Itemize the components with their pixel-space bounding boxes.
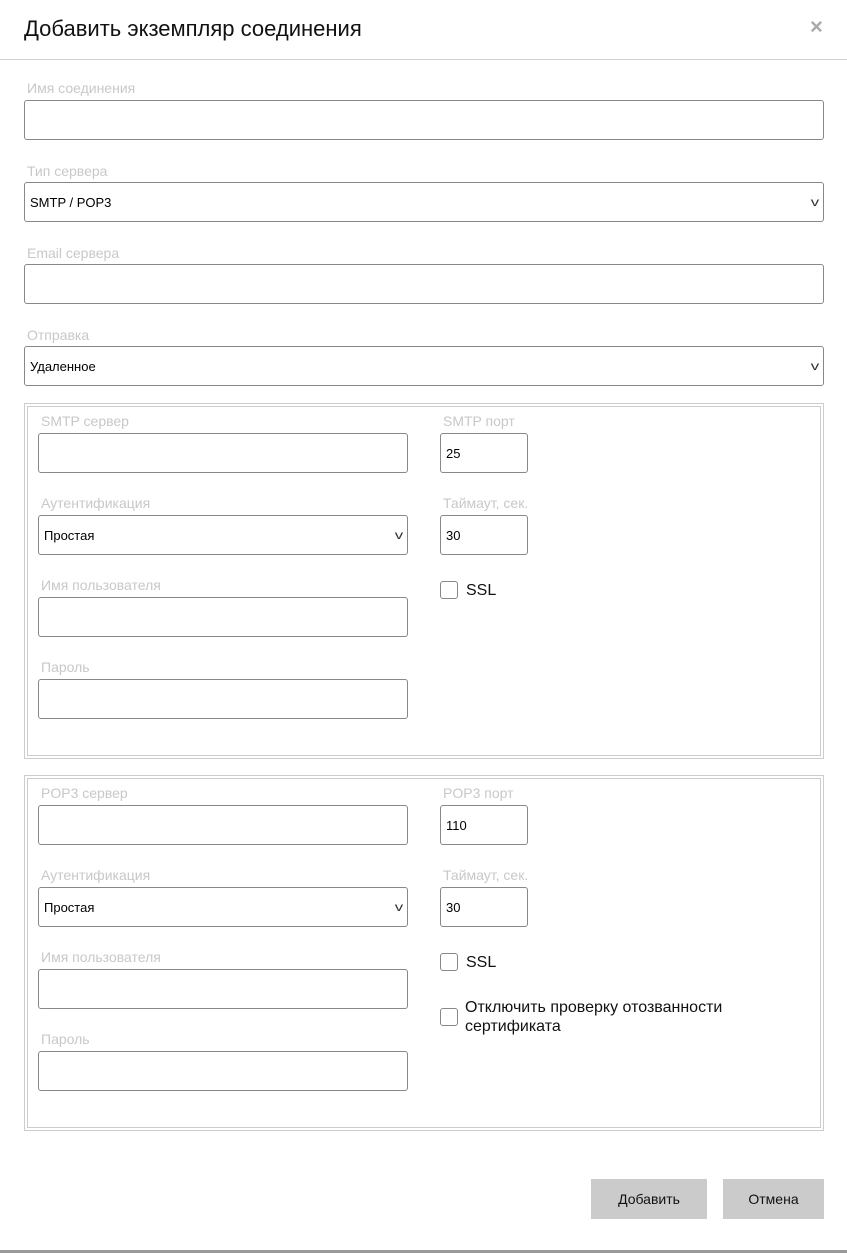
smtp-ssl-checkbox[interactable] [440, 581, 458, 599]
smtp-password-input[interactable] [38, 679, 408, 719]
smtp-auth-label: Аутентификация [41, 495, 151, 511]
cancel-button[interactable]: Отмена [723, 1179, 824, 1219]
sending-value: Удаленное [30, 358, 96, 374]
server-type-label: Тип сервера [27, 163, 108, 179]
pop3-timeout-label: Таймаут, сек. [443, 867, 529, 883]
chevron-down-icon: v [394, 900, 404, 914]
smtp-ssl-label: SSL [466, 582, 497, 599]
server-type-value: SMTP / POP3 [30, 194, 112, 210]
chevron-down-icon: v [810, 195, 820, 209]
server-email-input[interactable] [24, 264, 824, 304]
server-email-label: Email сервера [27, 245, 120, 261]
sending-select[interactable] [24, 346, 824, 386]
pop3-port-label: POP3 порт [443, 785, 514, 801]
pop3-auth-label: Аутентификация [41, 867, 151, 883]
pop3-user-input[interactable] [38, 969, 408, 1009]
smtp-user-input[interactable] [38, 597, 408, 637]
pop3-password-label: Пароль [41, 1031, 90, 1047]
chevron-down-icon: v [810, 359, 820, 373]
sending-label: Отправка [27, 327, 90, 343]
connection-name-label: Имя соединения [27, 80, 136, 96]
smtp-timeout-label: Таймаут, сек. [443, 495, 529, 511]
dialog-title: Добавить экземпляр соединения [24, 16, 362, 41]
pop3-port-input[interactable]: 110 [440, 805, 528, 845]
smtp-port-label: SMTP порт [443, 413, 515, 429]
smtp-auth-value: Простая [44, 527, 95, 543]
pop3-server-label: POP3 сервер [41, 785, 128, 801]
revocation-check-label: Отключить проверку отозванности сертификата [465, 999, 723, 1035]
revocation-check-checkbox[interactable] [440, 1008, 458, 1026]
smtp-server-label: SMTP сервер [41, 413, 129, 429]
connection-name-input[interactable] [24, 100, 824, 140]
pop3-auth-select[interactable] [38, 887, 408, 927]
close-icon[interactable]: × [810, 14, 823, 39]
smtp-server-input[interactable] [38, 433, 408, 473]
pop3-ssl-checkbox[interactable] [440, 953, 458, 971]
chevron-down-icon: v [394, 528, 404, 542]
server-type-select[interactable] [24, 182, 824, 222]
pop3-password-input[interactable] [38, 1051, 408, 1091]
header-divider [0, 59, 847, 60]
smtp-port-input[interactable]: 25 [440, 433, 528, 473]
pop3-timeout-input[interactable]: 30 [440, 887, 528, 927]
add-button[interactable]: Добавить [591, 1179, 707, 1219]
pop3-ssl-label: SSL [466, 954, 497, 971]
smtp-timeout-input[interactable]: 30 [440, 515, 528, 555]
smtp-user-label: Имя пользователя [41, 577, 161, 593]
smtp-password-label: Пароль [41, 659, 90, 675]
pop3-user-label: Имя пользователя [41, 949, 161, 965]
pop3-server-input[interactable] [38, 805, 408, 845]
pop3-auth-value: Простая [44, 899, 95, 915]
smtp-auth-select[interactable] [38, 515, 408, 555]
